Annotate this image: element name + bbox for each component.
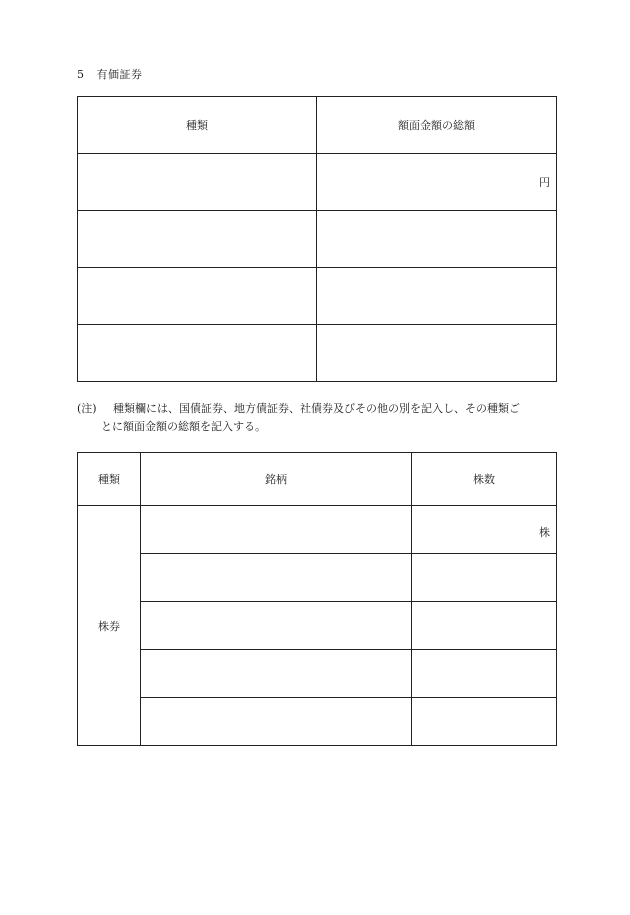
table-header-row [78,453,557,506]
header-issue-name: 銘柄 [141,453,412,506]
table-header-row [78,97,557,154]
stocks-table [77,452,557,746]
table-row [78,506,557,554]
face-value-cell[interactable] [317,154,557,211]
issue-name-cell[interactable] [141,698,412,746]
note-line-1: 種類欄には、国債証券、地方債証券、社債券及びその他の別を記入し、その種類ご [113,402,520,415]
issue-name-cell[interactable] [141,602,412,650]
kind-cell[interactable] [78,154,317,211]
kind-cell[interactable] [78,268,317,325]
header-share-count: 株数 [412,453,557,506]
share-count-cell[interactable] [412,506,557,554]
face-value-cell[interactable] [317,268,557,325]
issue-name-cell[interactable] [141,554,412,602]
note-label: (注) [77,402,97,415]
section-heading [77,66,143,82]
note-line-2: とに額面金額の総額を記入する。 [101,420,266,433]
kind-cell[interactable] [78,325,317,382]
face-value-cell[interactable] [317,211,557,268]
header-kind: 種類 [78,453,141,506]
share-count-cell[interactable] [412,650,557,698]
section-title: 有価証券 [96,68,143,81]
table-row [78,602,557,650]
stock-kind-cell: 株券 [78,506,141,746]
share-count-cell[interactable] [412,554,557,602]
table-row [78,154,557,211]
share-unit-label: 株 [539,526,550,539]
table-row [78,268,557,325]
share-count-cell[interactable] [412,602,557,650]
header-face-value-total: 額面金額の総額 [317,97,557,154]
table-row [78,325,557,382]
securities-table [77,96,557,382]
note-text [77,400,557,436]
face-value-cell[interactable] [317,325,557,382]
issue-name-cell[interactable] [141,506,412,554]
section-number: 5 [77,68,85,81]
table-row [78,698,557,746]
yen-unit-label: 円 [539,176,550,189]
share-count-cell[interactable] [412,698,557,746]
table-row [78,211,557,268]
kind-cell[interactable] [78,211,317,268]
table-row [78,554,557,602]
header-kind: 種類 [78,97,317,154]
table-row [78,650,557,698]
issue-name-cell[interactable] [141,650,412,698]
